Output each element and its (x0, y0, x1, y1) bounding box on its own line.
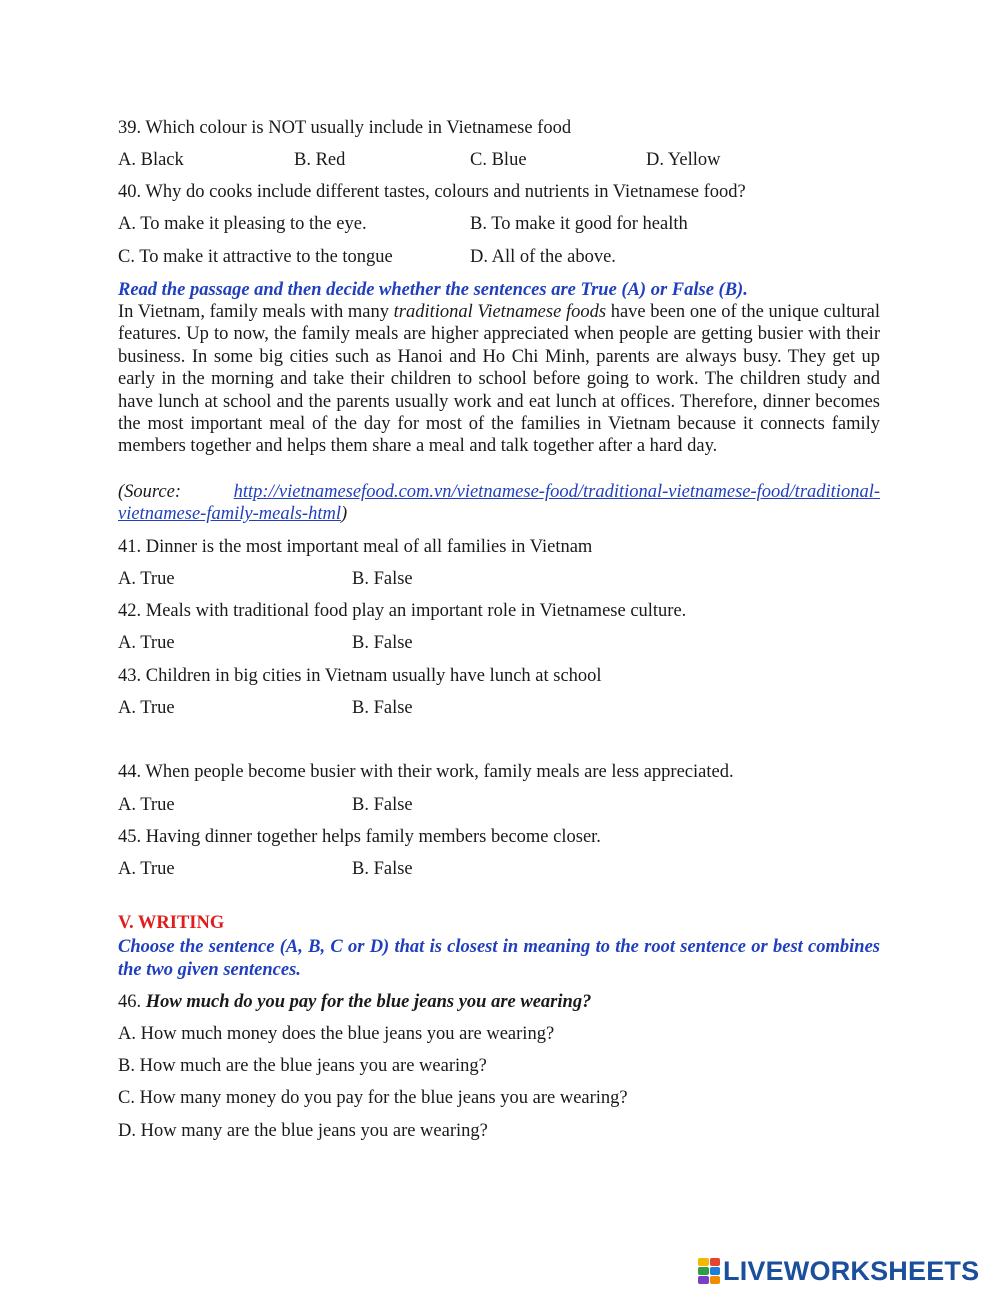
source-prefix: (Source: (118, 482, 234, 502)
question-43: 43. Children in big cities in Vietnam usually have lunch at school (118, 666, 602, 686)
q44-option-false: B. False (352, 795, 413, 815)
q39-option-c: C. Blue (470, 150, 527, 170)
passage-start: In Vietnam, family meals with many (118, 302, 394, 322)
passage-source (118, 481, 880, 526)
q46-option-b: B. How much are the blue jeans you are wearing? (118, 1056, 487, 1076)
reading-instruction: Read the passage and then decide whether the sentences are True (A) or False (B). (118, 280, 748, 300)
q40-option-b: B. To make it good for health (470, 214, 688, 234)
writing-heading: V. WRITING (118, 913, 225, 933)
passage-italic: traditional Vietnamese foods (393, 302, 607, 322)
logo-text: LIVEWORKSHEETS (723, 1255, 980, 1286)
q43-option-false: B. False (352, 698, 413, 718)
q46-number: 46. (118, 992, 146, 1012)
question-42: 42. Meals with traditional food play an important role in Vietnamese culture. (118, 601, 687, 621)
q40-option-a: A. To make it pleasing to the eye. (118, 214, 367, 234)
q45-option-true: A. True (118, 859, 175, 879)
q46-option-a: A. How much money does the blue jeans you are wearing? (118, 1024, 555, 1044)
q45-option-false: B. False (352, 859, 413, 879)
q40-option-c: C. To make it attractive to the tongue (118, 247, 393, 267)
question-44: 44. When people become busier with their work, family meals are less appreciated. (118, 762, 734, 782)
question-41: 41. Dinner is the most important meal of all families in Vietnam (118, 537, 593, 557)
writing-instruction: Choose the sentence (A, B, C or D) that is closest in meaning to the root sentence or best combines the two given sentences. (118, 937, 880, 980)
liveworksheets-logo (698, 1256, 979, 1286)
source-suffix: ) (340, 504, 348, 525)
source-link[interactable]: http://vietnamesefood.com.vn/vietnamese-food/traditional-vietnamese-food/traditional-vietnamese-family-meals-html (118, 482, 880, 525)
q39-option-d: D. Yellow (646, 150, 721, 170)
q41-option-true: A. True (118, 569, 175, 589)
q46-option-c: C. How many money do you pay for the blue jeans you are wearing? (118, 1088, 628, 1108)
q39-option-b: B. Red (294, 150, 346, 170)
q42-option-true: A. True (118, 633, 175, 653)
question-39: 39. Which colour is NOT usually include in Vietnamese food (118, 118, 572, 138)
q46-text: How much do you pay for the blue jeans you are wearing? (145, 992, 592, 1012)
q43-option-true: A. True (118, 698, 175, 718)
q44-option-true: A. True (118, 795, 175, 815)
question-45: 45. Having dinner together helps family members become closer. (118, 827, 601, 847)
q42-option-false: B. False (352, 633, 413, 653)
question-46 (118, 992, 591, 1013)
q39-option-a: A. Black (118, 150, 184, 170)
question-40: 40. Why do cooks include different tastes, colours and nutrients in Vietnamese food? (118, 182, 746, 202)
reading-passage (118, 301, 880, 458)
passage-rest: have been one of the unique cultural features. Up to now, the family meals are higher appreciated when people are getting busier with their business. In some big cities such as Hanoi and Ho Chi Minh, parents are always busy. They get up early in the morning and take their children to school before going to work. The children study and have lunch at school and the parents usually work and eat lunch at offices. Therefore, dinner becomes the most important meal of the day for most of the families in Vietnam because it connects family members together and helps them share a meal and talk together after a hard day. (118, 302, 880, 457)
q46-option-d: D. How many are the blue jeans you are wearing? (118, 1121, 488, 1141)
q40-option-d: D. All of the above. (470, 247, 616, 267)
liveworksheets-icon (698, 1258, 720, 1284)
q41-option-false: B. False (352, 569, 413, 589)
